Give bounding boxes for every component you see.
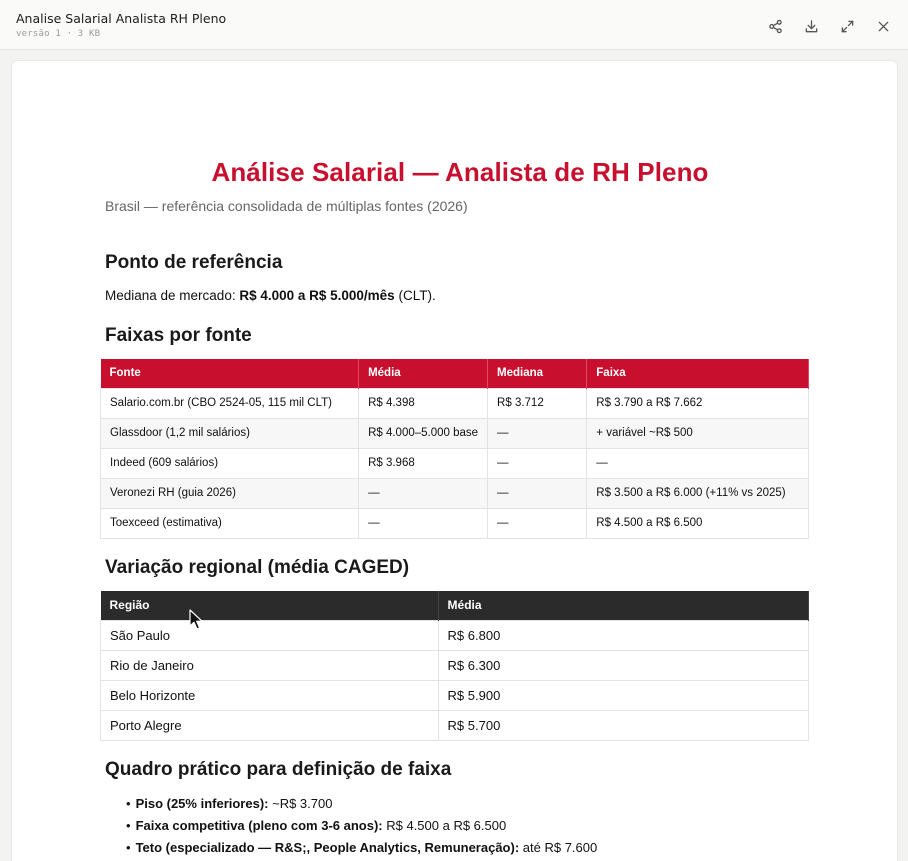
table-cell: R$ 6.800 bbox=[438, 620, 808, 650]
table-row bbox=[101, 388, 809, 418]
table-cell: R$ 3.968 bbox=[359, 448, 488, 478]
list-item-text: até R$ 7.600 bbox=[519, 840, 598, 855]
download-icon bbox=[804, 19, 819, 34]
table-cell: — bbox=[359, 478, 488, 508]
list-item-label: Piso (25% inferiores): bbox=[135, 796, 269, 811]
table-cell: R$ 6.300 bbox=[438, 650, 808, 680]
table-header-row bbox=[101, 591, 809, 620]
mouse-pointer-icon bbox=[189, 609, 205, 631]
list-item-label: Faixa competitiva (pleno com 3-6 anos): bbox=[135, 818, 383, 833]
close-button[interactable] bbox=[872, 15, 894, 37]
table-cell: Glassdoor (1,2 mil salários) bbox=[101, 418, 359, 448]
table-cell: R$ 5.700 bbox=[438, 710, 808, 740]
list-item bbox=[126, 793, 597, 815]
column-header: Região bbox=[101, 591, 439, 620]
column-header: Média bbox=[438, 591, 808, 620]
document-card bbox=[12, 61, 897, 861]
list-item-text: R$ 4.500 a R$ 6.500 bbox=[382, 818, 507, 833]
reference-value: R$ 4.000 a R$ 5.000/mês bbox=[239, 288, 395, 303]
table-row bbox=[101, 478, 809, 508]
table-cell: — bbox=[488, 508, 587, 538]
document-title: Análise Salarial — Analista de RH Pleno bbox=[211, 157, 709, 187]
table-cell: Veronezi RH (guia 2026) bbox=[101, 478, 359, 508]
column-header: Média bbox=[359, 359, 488, 388]
reference-prefix: Mediana de mercado: bbox=[105, 288, 240, 303]
expand-button[interactable] bbox=[836, 15, 858, 37]
section-heading-reference: Ponto de referência bbox=[105, 252, 283, 273]
table-cell: Toexceed (estimativa) bbox=[101, 508, 359, 538]
table-cell: R$ 3.712 bbox=[488, 388, 587, 418]
table-cell: R$ 3.790 a R$ 7.662 bbox=[587, 388, 809, 418]
table-cell: Rio de Janeiro bbox=[101, 650, 439, 680]
column-header: Mediana bbox=[488, 359, 587, 388]
expand-icon bbox=[840, 19, 855, 34]
table-cell: São Paulo bbox=[101, 620, 439, 650]
column-header: Faixa bbox=[587, 359, 809, 388]
table-cell: — bbox=[488, 418, 587, 448]
table-row bbox=[101, 508, 809, 538]
table-row bbox=[101, 448, 809, 478]
table-header-row bbox=[101, 359, 809, 388]
table-cell: R$ 4.500 a R$ 6.500 bbox=[587, 508, 809, 538]
document-subtitle: Brasil — referência consolidada de múltiplas fontes (2026) bbox=[105, 198, 468, 214]
table-cell: Salario.com.br (CBO 2524-05, 115 mil CLT) bbox=[101, 388, 359, 418]
table-cell: — bbox=[359, 508, 488, 538]
table-row bbox=[101, 620, 809, 650]
column-header: Fonte bbox=[101, 359, 359, 388]
table-cell: R$ 5.900 bbox=[438, 680, 808, 710]
reference-paragraph bbox=[105, 288, 436, 303]
table-row bbox=[101, 710, 809, 740]
table-row bbox=[101, 680, 809, 710]
table-cell: Belo Horizonte bbox=[101, 680, 439, 710]
download-button[interactable] bbox=[800, 15, 822, 37]
table-cell: Porto Alegre bbox=[101, 710, 439, 740]
table-cell: — bbox=[587, 448, 809, 478]
table-cell: — bbox=[488, 478, 587, 508]
artifact-title: Analise Salarial Analista RH Pleno bbox=[16, 11, 227, 26]
table-row bbox=[101, 650, 809, 680]
practical-list bbox=[126, 793, 597, 859]
table-row bbox=[101, 418, 809, 448]
table-cell: — bbox=[488, 448, 587, 478]
table-cell: R$ 4.000–5.000 base bbox=[359, 418, 488, 448]
section-heading-sources: Faixas por fonte bbox=[105, 325, 252, 346]
section-heading-practical: Quadro prático para definição de faixa bbox=[105, 759, 452, 780]
regional-table bbox=[100, 591, 809, 741]
share-icon bbox=[768, 19, 783, 34]
header-actions bbox=[764, 15, 894, 37]
artifact-meta: versão 1 · 3 KB bbox=[16, 29, 101, 39]
table-cell: R$ 4.398 bbox=[359, 388, 488, 418]
close-icon bbox=[876, 19, 891, 34]
table-cell: + variável ~R$ 500 bbox=[587, 418, 809, 448]
sources-table bbox=[100, 359, 809, 539]
section-heading-regional: Variação regional (média CAGED) bbox=[105, 557, 410, 578]
share-button[interactable] bbox=[764, 15, 786, 37]
list-item-text: ~R$ 3.700 bbox=[268, 796, 333, 811]
list-item bbox=[126, 837, 597, 859]
table-cell: R$ 3.500 a R$ 6.000 (+11% vs 2025) bbox=[587, 478, 809, 508]
list-item-label: Teto (especializado — R&S;, People Analytics, Remuneração): bbox=[135, 840, 520, 855]
artifact-header bbox=[0, 0, 908, 50]
table-cell: Indeed (609 salários) bbox=[101, 448, 359, 478]
list-item bbox=[126, 815, 597, 837]
reference-suffix: (CLT). bbox=[394, 288, 436, 303]
